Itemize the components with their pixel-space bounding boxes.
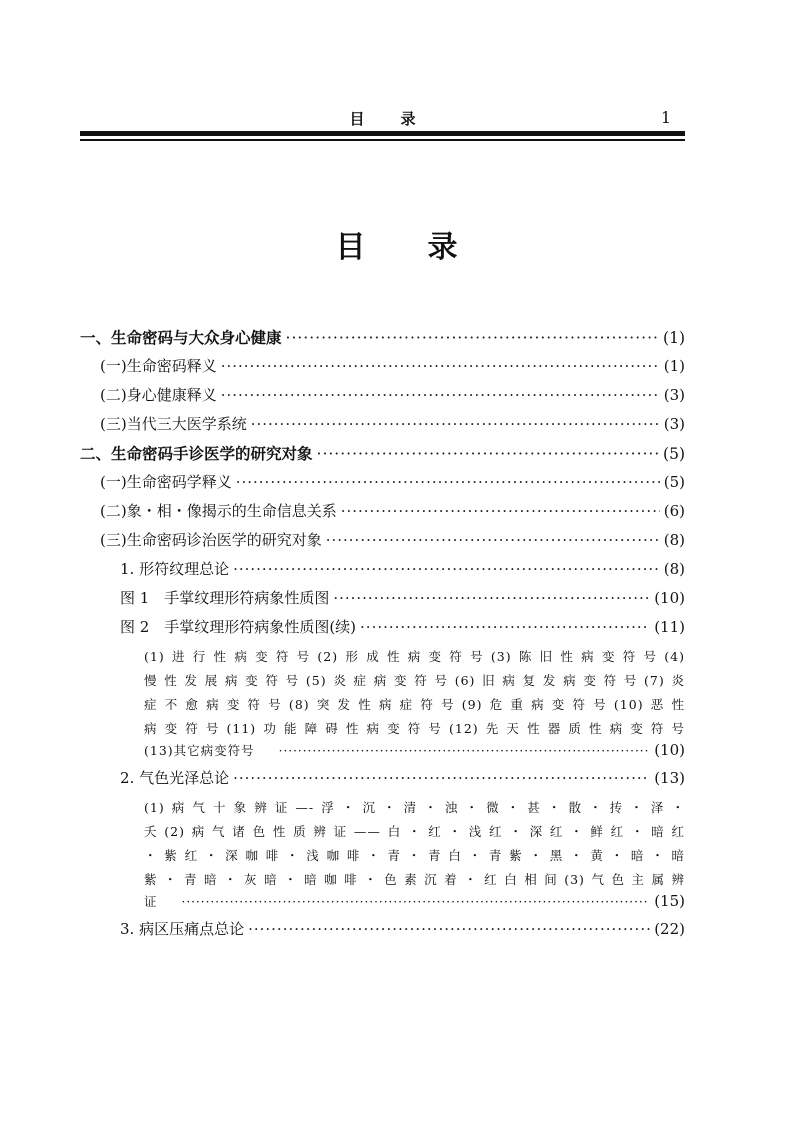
toc-entry-label: (一)生命密码学释义 [100,473,232,491]
detail-line: 夭(2)病气诸色性质辨证——白・红・浅红・深红・鲜红・暗红 [144,824,685,839]
dot-leader [248,920,650,938]
toc-entry-section[interactable] [80,384,685,413]
detail-line: ・紫红・深咖啡・浅咖啡・青・青白・青紫・黑・黄・暗・暗 [144,848,685,863]
dot-leader [279,744,649,758]
toc-entry-subsection[interactable] [80,558,685,587]
dot-leader [182,895,649,909]
dot-leader [233,769,650,787]
detail-line: 慢性发展病变符号(5)炎症病变符号(6)旧病复发病变符号(7)炎 [144,673,685,688]
toc-entry-label: (二)身心健康释义 [100,386,217,404]
toc-entry-page: (3) [663,386,685,404]
toc-entry-label: (三)当代三大医学系统 [100,415,247,433]
toc-entry-label: 1. 形符纹理总论 [120,560,230,578]
toc-entry-page: (11) [654,618,685,636]
toc-entry-page: (5) [663,445,685,463]
header-rule-thick [80,131,685,136]
toc-entry-figure[interactable] [80,587,685,616]
toc-entry-section[interactable] [80,413,685,442]
page-number: 1 [660,108,671,127]
dot-leader [233,560,660,578]
section-detail-list [80,796,685,892]
detail-line: (13)其它病变符号 [144,743,255,758]
toc-entry-label: (二)象・相・像揭示的生命信息关系 [100,502,337,520]
toc-entry-page: (13) [654,769,685,787]
dot-leader [221,357,660,375]
header-rule-thin [80,139,685,141]
toc-entry-subsection[interactable] [80,918,685,947]
detail-last-line[interactable] [80,892,685,916]
toc-entry-section[interactable] [80,471,685,500]
toc-entry-chapter-2[interactable] [80,442,685,471]
dot-leader [317,445,660,463]
dot-leader [333,589,650,607]
detail-line: 症不愈病变符号(8)突发性病症符号(9)危重病变符号(10)恶性 [144,697,685,712]
toc-entry-page: (22) [654,920,685,938]
toc-entry-section[interactable] [80,355,685,384]
page-title: 目录 [335,230,520,265]
toc-entry-label: 图 1 手掌纹理形符病象性质图 [120,589,330,607]
toc-entry-subsection[interactable] [80,767,685,796]
toc-entry-label: 二、生命密码手诊医学的研究对象 [80,444,313,463]
toc-entry-page: (10) [654,589,685,607]
toc-entry-page: (8) [663,531,685,549]
detail-last-line[interactable] [80,741,685,765]
toc-entry-page: (3) [663,415,685,433]
toc-entry-label: 3. 病区压痛点总论 [120,920,245,938]
toc-entry-page: (6) [663,502,685,520]
toc-entry-page: (10) [654,741,685,759]
dot-leader [341,502,660,520]
detail-line: 证 [144,894,158,909]
toc-entry-label: (三)生命密码诊治医学的研究对象 [100,531,322,549]
toc-entry-section[interactable] [80,529,685,558]
toc-entry-label: (一)生命密码释义 [100,357,217,375]
running-header [80,104,685,130]
toc-entry-page: (1) [663,357,685,375]
detail-line: 病变符号(11)功能障碍性病变符号(12)先天性器质性病变符号 [144,721,685,736]
toc-entry-page: (1) [663,329,685,347]
table-of-contents [80,326,685,947]
figure-detail-list [80,645,685,741]
toc-entry-label: 2. 气色光泽总论 [120,769,230,787]
toc-entry-label: 一、生命密码与大众身心健康 [80,328,282,347]
dot-leader [360,618,650,636]
toc-entry-section[interactable] [80,500,685,529]
running-title: 目录 [349,110,452,128]
dot-leader [251,415,660,433]
toc-entry-page: (5) [663,473,685,491]
toc-entry-chapter-1[interactable] [80,326,685,355]
dot-leader [326,531,660,549]
detail-line: (1)进行性病变符号(2)形成性病变符号(3)陈旧性病变符号(4) [144,649,685,664]
toc-entry-figure[interactable] [80,616,685,645]
detail-line: (1)病气十象辨证—-浮・沉・清・浊・微・甚・散・抟・泽・ [144,800,685,815]
toc-entry-page: (15) [654,892,685,910]
dot-leader [221,386,660,404]
dot-leader [236,473,660,491]
toc-entry-label: 图 2 手掌纹理形符病象性质图(续) [120,618,357,636]
detail-line: 紫・青暗・灰暗・暗咖啡・色素沉着・红白相间(3)气色主属辨 [144,872,685,887]
toc-entry-page: (8) [663,560,685,578]
dot-leader [286,329,660,347]
